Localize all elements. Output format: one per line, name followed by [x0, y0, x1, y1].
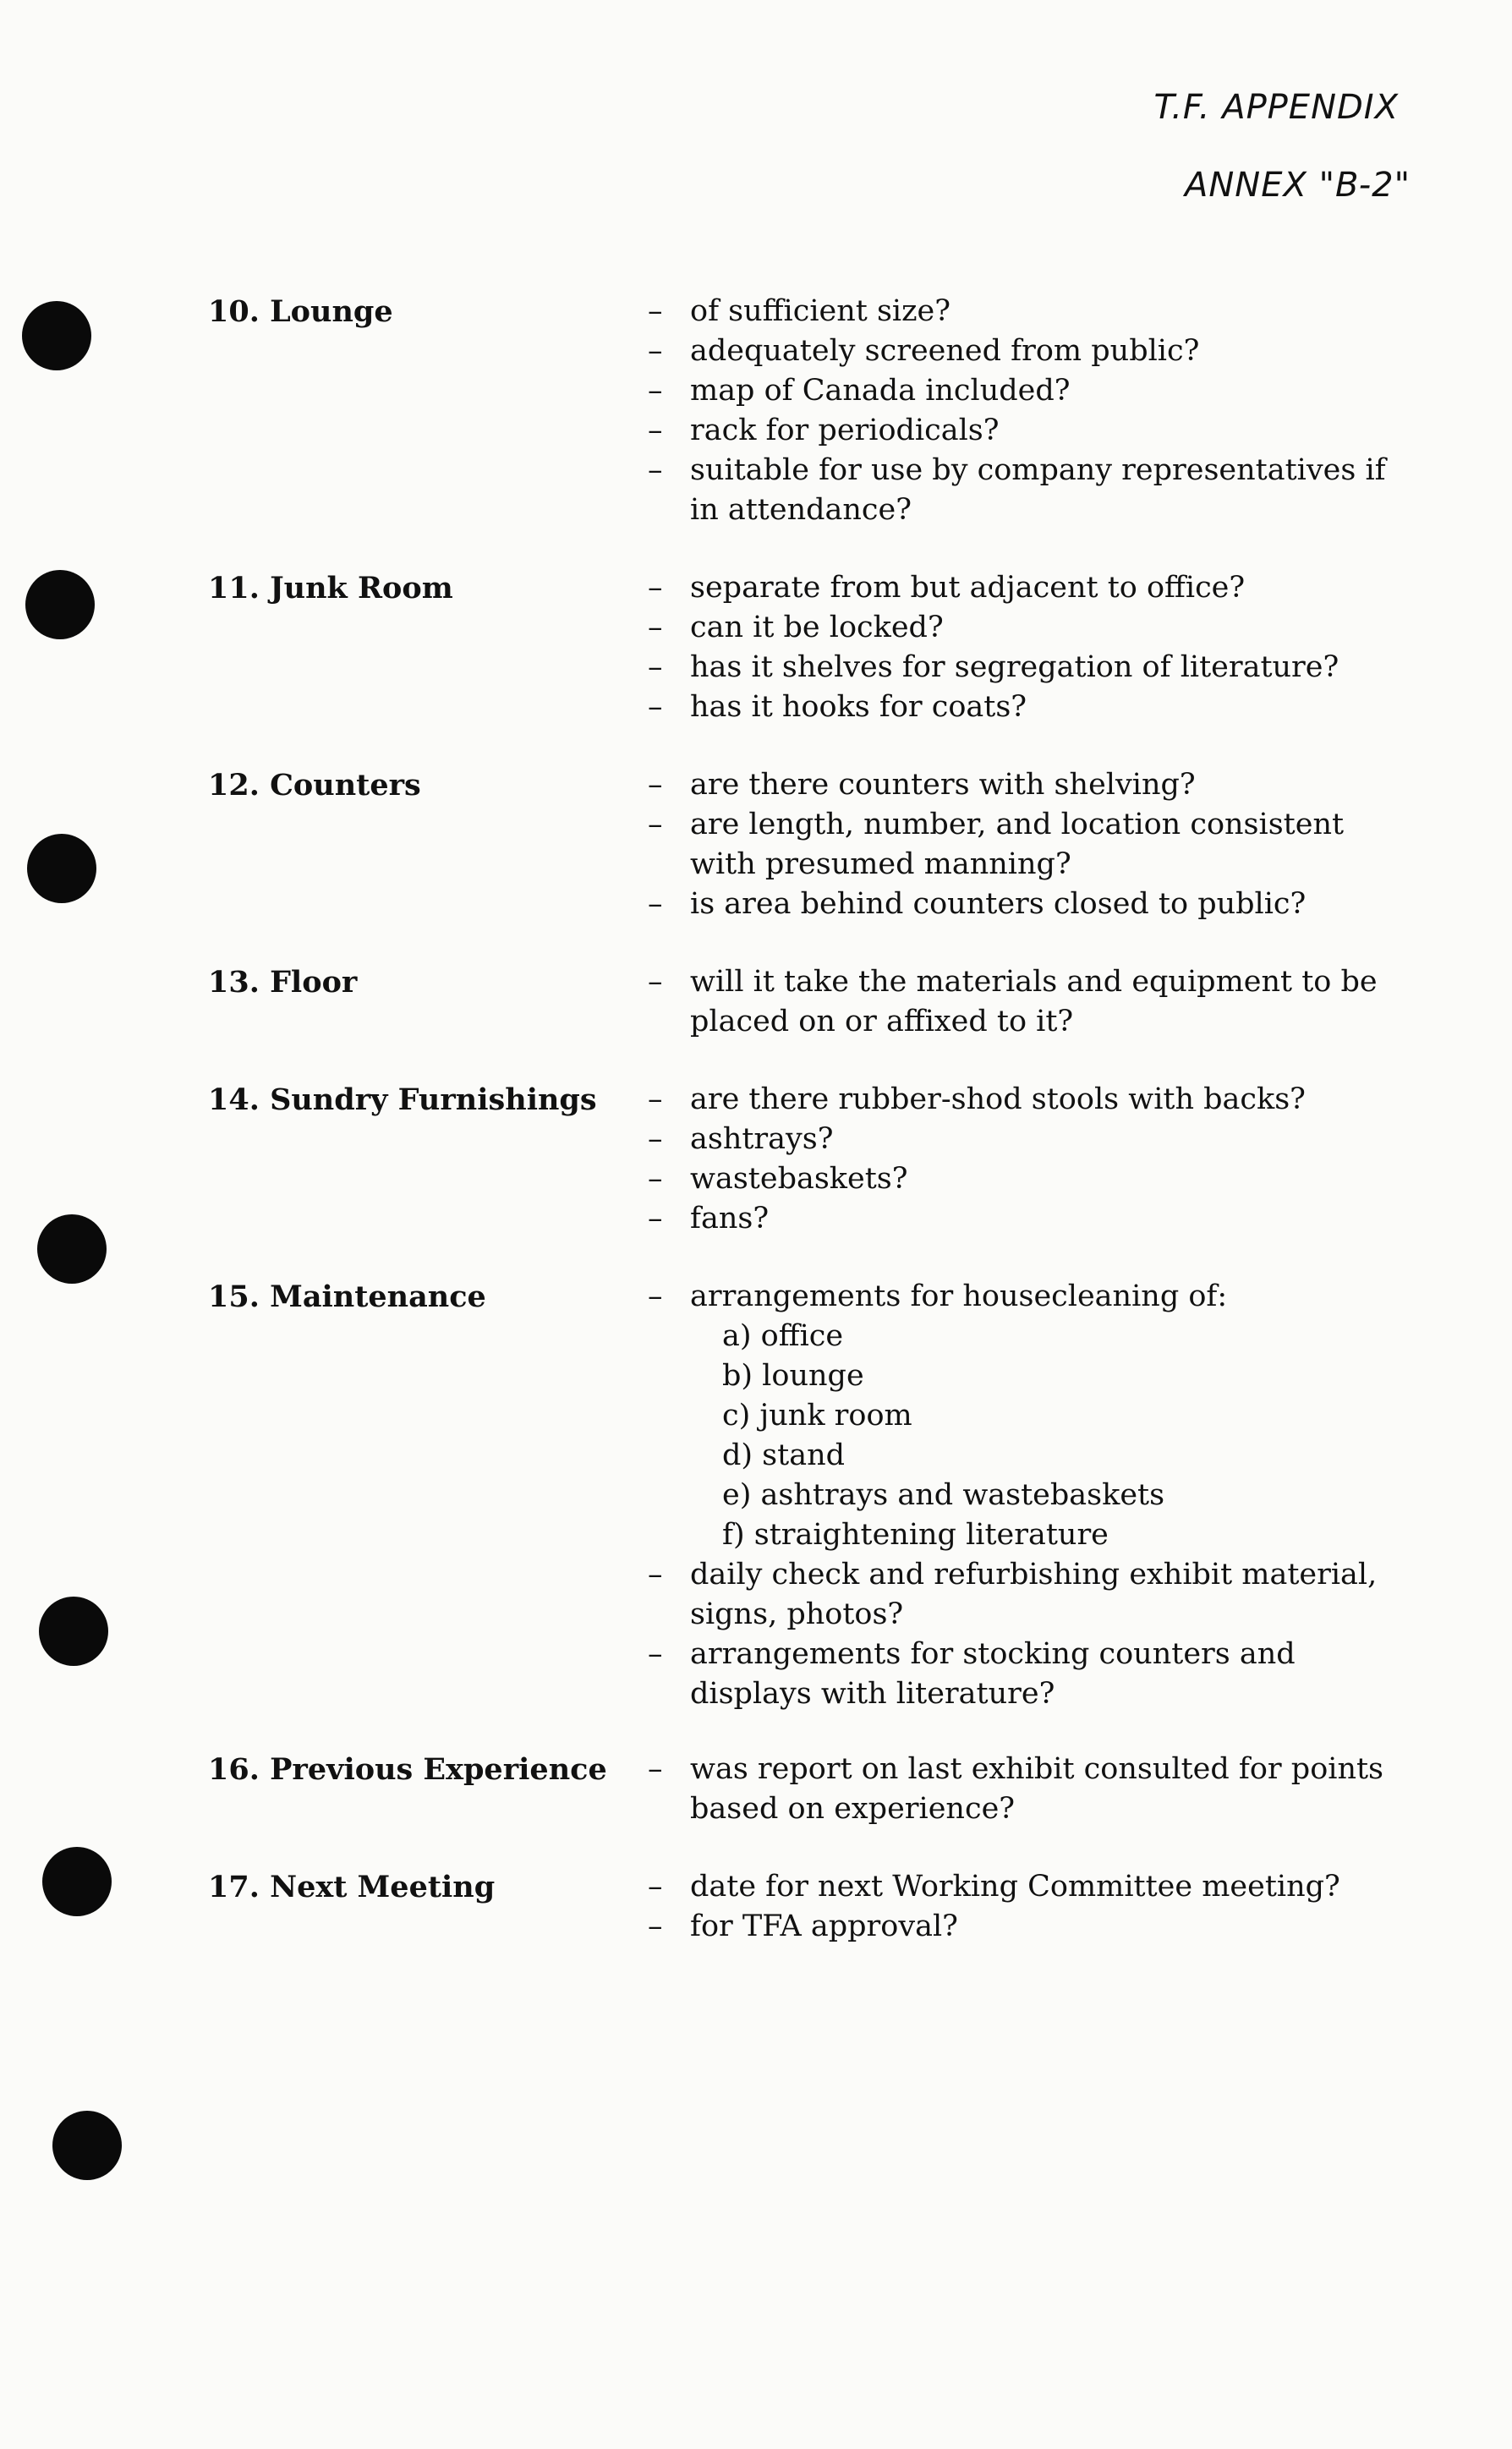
- checklist: [648, 765, 1417, 924]
- section-title: 10. Lounge: [208, 294, 393, 329]
- punch-hole: [25, 570, 95, 639]
- checklist-item: – date for next Working Committee meeting?: [648, 1870, 1340, 1904]
- checklist-item: – was report on last exhibit consulted for points based on experience?: [648, 1752, 1384, 1826]
- checklist-item: – are there rubber-shod stools with backs?: [648, 1082, 1306, 1116]
- checklist: [648, 962, 1417, 1042]
- punch-hole: [52, 2111, 122, 2180]
- checklist-item: – rack for periodicals?: [648, 414, 1000, 447]
- checklist-item: – wastebaskets?: [648, 1162, 908, 1196]
- punch-hole: [22, 301, 91, 370]
- sub-item: b) lounge: [722, 1359, 864, 1393]
- punch-hole: [37, 1214, 107, 1284]
- checklist: [648, 292, 1417, 530]
- checklist-item: – can it be locked?: [648, 611, 944, 644]
- checklist-item: – adequately screened from public?: [648, 334, 1200, 368]
- checklist: [648, 568, 1417, 727]
- checklist: [648, 1277, 1417, 1714]
- section-title: 16. Previous Experience: [208, 1752, 607, 1787]
- section-junk-room: [208, 568, 1417, 727]
- sub-item: f) straightening literature: [722, 1518, 1109, 1552]
- section-title: 17. Next Meeting: [208, 1870, 496, 1904]
- checklist-item: – has it hooks for coats?: [648, 690, 1027, 724]
- sub-item: e) ashtrays and wastebaskets: [722, 1478, 1165, 1512]
- checklist-item: – arrangements for stocking counters and displays with literature?: [648, 1637, 1296, 1711]
- checklist-item: – suitable for use by company representatives if in attendance?: [648, 453, 1386, 527]
- section-counters: [208, 765, 1417, 924]
- checklist-item: – ashtrays?: [648, 1122, 834, 1156]
- section-lounge: [208, 292, 1417, 530]
- sub-item: c) junk room: [722, 1399, 912, 1433]
- punch-hole: [27, 834, 96, 903]
- section-title: 15. Maintenance: [208, 1279, 486, 1314]
- sub-item: d) stand: [722, 1438, 846, 1472]
- punch-hole: [42, 1847, 112, 1916]
- sub-item: a) office: [722, 1319, 844, 1353]
- section-title: 13. Floor: [208, 965, 358, 1000]
- checklist-item: – for TFA approval?: [648, 1909, 958, 1943]
- checklist: [648, 1080, 1417, 1239]
- checklist-item: – are length, number, and location consistent with presumed manning?: [648, 808, 1345, 881]
- annex-label: ANNEX "B-2": [1184, 166, 1411, 205]
- checklist-item: – has it shelves for segregation of literature?: [648, 650, 1339, 684]
- checklist-item: – of sufficient size?: [648, 294, 951, 328]
- checklist-item: – separate from but adjacent to office?: [648, 571, 1246, 605]
- checklist-item: – are there counters with shelving?: [648, 768, 1196, 802]
- section-title: 11. Junk Room: [208, 571, 453, 605]
- section-title: 12. Counters: [208, 768, 421, 803]
- section-floor: [208, 962, 1417, 1042]
- checklist-item: – daily check and refurbishing exhibit material, signs, photos?: [648, 1558, 1378, 1631]
- section-next-meeting: [208, 1867, 1417, 1947]
- checklist: [648, 1867, 1417, 1947]
- checklist-item: – arrangements for housecleaning of:: [648, 1279, 1228, 1313]
- section-previous-experience: [208, 1750, 1417, 1829]
- appendix-label: T.F. APPENDIX: [1153, 88, 1399, 127]
- section-title: 14. Sundry Furnishings: [208, 1082, 597, 1117]
- checklist-item: – map of Canada included?: [648, 374, 1071, 408]
- punch-hole: [39, 1597, 108, 1666]
- checklist-item: – fans?: [648, 1202, 770, 1235]
- checklist: [648, 1750, 1417, 1829]
- section-maintenance: [208, 1277, 1417, 1714]
- checklist-item: – is area behind counters closed to public?: [648, 887, 1307, 921]
- checklist-item: – will it take the materials and equipment to be placed on or affixed to it?: [648, 965, 1378, 1038]
- section-sundry-furnishings: [208, 1080, 1417, 1239]
